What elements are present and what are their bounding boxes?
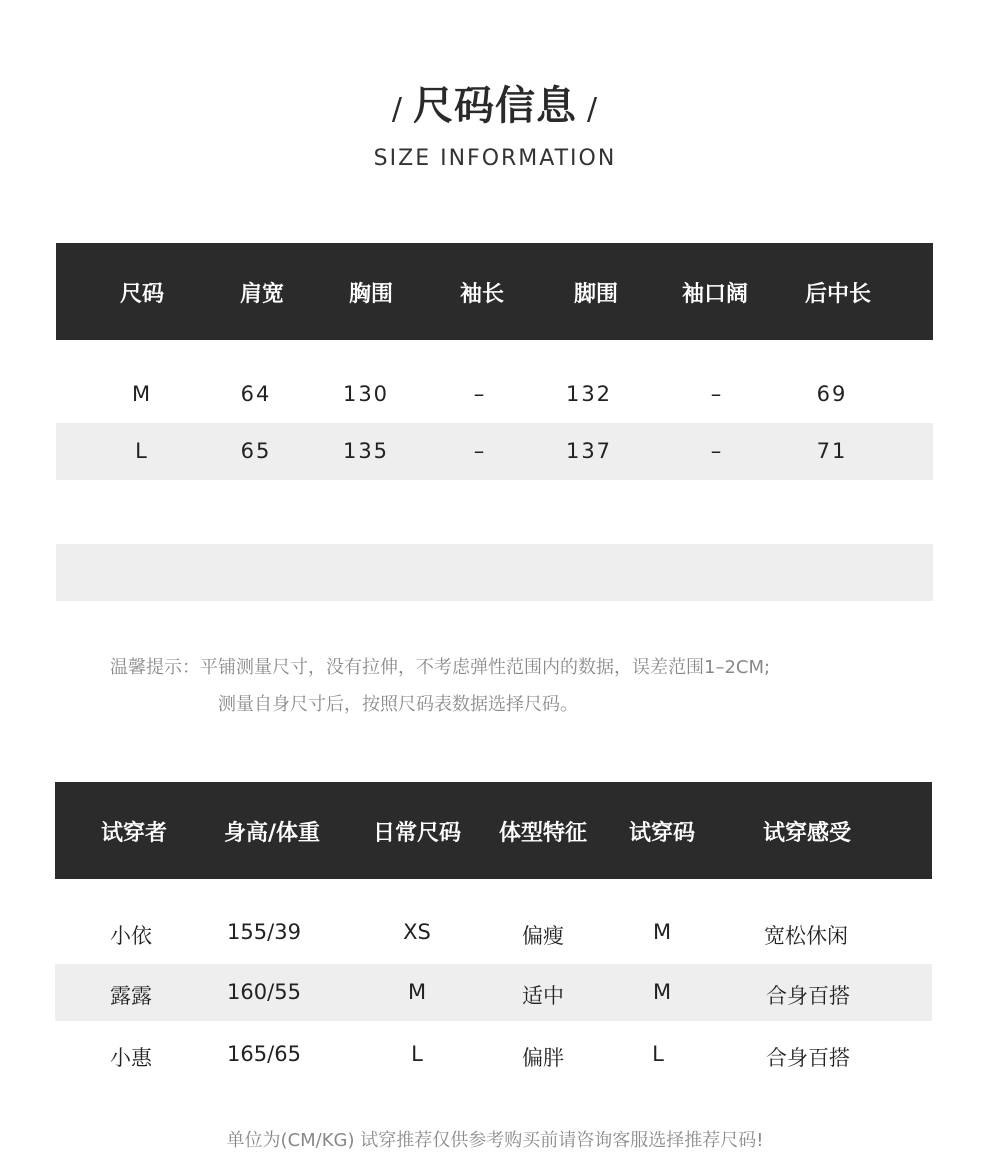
size-header-size: 尺码: [119, 282, 165, 307]
size-header-chest: 胸围: [348, 282, 394, 307]
tryon-table-row: [55, 904, 932, 962]
model-cell: 小惠: [110, 1046, 152, 1070]
tryon-header-feeling: 试穿感受: [762, 821, 852, 846]
measurement-tip-line2: 测量自身尺寸后，按照尺码表数据选择尺码。: [218, 694, 578, 715]
tryon-header-tried-size: 试穿码: [628, 821, 696, 846]
height-weight-cell: 155/39: [227, 920, 301, 944]
tryon-table-row: [55, 1025, 932, 1083]
tried-size-cell: M: [652, 980, 672, 1004]
page-subtitle: SIZE INFORMATION: [373, 146, 617, 171]
feeling-cell: 宽松休闲: [764, 924, 848, 948]
usual-size-cell: M: [407, 980, 427, 1004]
page-title: [0, 74, 990, 131]
size-header-shoulder: 肩宽: [239, 282, 285, 307]
size-header-hem: 脚围: [573, 282, 619, 307]
size-cell: M: [131, 382, 153, 406]
hem-cell: 132: [565, 382, 613, 406]
title-text: 尺码信息: [413, 83, 577, 129]
tryon-table-row: [55, 964, 932, 1021]
size-header-cuff: 袖口阔: [681, 282, 749, 307]
body-type-cell: 适中: [522, 984, 564, 1008]
sleeve-cell: –: [473, 382, 487, 406]
shoulder-cell: 64: [240, 382, 272, 406]
measurement-tip-line1: 温馨提示：平铺测量尺寸，没有拉伸，不考虑弹性范围内的数据，误差范围1–2CM;: [110, 657, 771, 678]
length-cell: 71: [816, 439, 848, 463]
tryon-header-model: 试穿者: [100, 821, 168, 846]
size-table-row: [56, 423, 933, 480]
shoulder-cell: 65: [240, 439, 272, 463]
tried-size-cell: M: [652, 920, 672, 944]
size-table-row: [56, 366, 933, 423]
tryon-header-height-weight: 身高/体重: [223, 821, 321, 846]
footer-note: 单位为(CM/KG) 试穿推荐仅供参考购买前请咨询客服选择推荐尺码!: [226, 1130, 764, 1151]
hem-cell: 137: [565, 439, 613, 463]
tryon-table-header: [55, 782, 932, 879]
size-cell: L: [135, 439, 149, 463]
chest-cell: 135: [342, 439, 390, 463]
length-cell: 69: [816, 382, 848, 406]
usual-size-cell: L: [411, 1042, 423, 1066]
tried-size-cell: L: [652, 1042, 664, 1066]
size-table-empty-row: [56, 544, 933, 601]
size-table-header: [56, 243, 933, 340]
feeling-cell: 合身百搭: [766, 1046, 850, 1070]
sleeve-cell: –: [473, 439, 487, 463]
body-type-cell: 偏胖: [522, 1046, 564, 1070]
height-weight-cell: 165/65: [227, 1042, 301, 1066]
cuff-cell: –: [710, 382, 724, 406]
title-slash-right: /: [587, 92, 599, 127]
model-cell: 露露: [110, 984, 152, 1008]
cuff-cell: –: [710, 439, 724, 463]
title-slash-left: /: [391, 92, 403, 127]
usual-size-cell: XS: [403, 920, 431, 944]
tryon-header-body-type: 体型特征: [498, 821, 588, 846]
chest-cell: 130: [342, 382, 390, 406]
size-header-length: 后中长: [804, 282, 872, 307]
feeling-cell: 合身百搭: [766, 984, 850, 1008]
size-header-sleeve: 袖长: [459, 282, 505, 307]
body-type-cell: 偏瘦: [522, 924, 564, 948]
model-cell: 小依: [110, 924, 152, 948]
height-weight-cell: 160/55: [227, 980, 301, 1004]
tryon-header-usual-size: 日常尺码: [372, 821, 462, 846]
